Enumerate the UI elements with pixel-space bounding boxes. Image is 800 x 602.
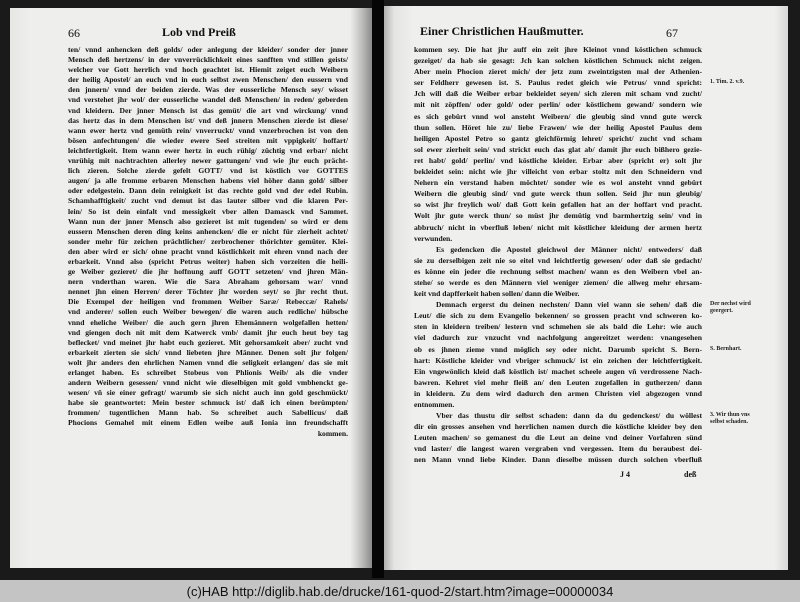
- text-line: erbarkeit. Vnnd also (spricht Petrus weiter) haben sich vorzeiten die heili-: [68, 256, 348, 266]
- text-line: gezeiget/ da hab sie gesagt: Jch kan solchen köstlichen Schmuck nicht zeigen.: [414, 56, 702, 66]
- text-line: so wist jhr freylich wol/ daß Gott kein gefallen hat an der hoffart vnd pracht.: [414, 200, 702, 210]
- text-line: bekleidet sein: nicht wie jhr villeicht von erbar stoltz mit den Schneidern vnd: [414, 167, 702, 177]
- text-line: bösen anfechtungen/ die wieder ewere Seel streiten mit vppigkeit/ hoffart/: [68, 135, 348, 145]
- text-line: augen/ ja alle fromme erbaren Menschen habens viel höher dann gold/ silber: [68, 176, 348, 186]
- text-line: oder edelgestein. Dann dein reinigkeit ist das rechte gold vnd der edel Rubin.: [68, 186, 348, 196]
- text-line: Mensch deß hertzens/ in der vnverrücklichkeit eines sanfften vnd stillen geists/: [68, 55, 348, 65]
- text-line: vnnd eheliche Weiber/ die auch gern jhren Ehemännern wolgefallen hetten/: [68, 317, 348, 327]
- text-line: vnd verstehet jhr wol/ der eusserliche wandel deß Menschen/ in reden/ geberden: [68, 95, 348, 105]
- page-number-right: 67: [666, 26, 678, 40]
- text-line: hart: Köstliche kleider vnd vbriger schmuck/ ist ein zeichen der leichtfertigkeit.: [414, 355, 702, 365]
- text-line: sie zu derselbigen zeit nie so eitel vnd leichtfertig gewesen/ oder daß sie gedacht/: [414, 255, 702, 265]
- text-line: heiligen Apostel Petro so gantz gleichförmig lehret/ spricht/ zucht vnd scham: [414, 133, 702, 143]
- text-line: erbarkeit zierten sie sich/ vnnd liebeten jhre Männer. Denen solt jhr folgen/: [68, 347, 348, 357]
- text-line: wann ewer hertz vnd gemüth rein/ vnverruckt/ vnnd vnzerbrochen ist von den: [68, 125, 348, 135]
- running-head-left: Lob vnd Preiß: [162, 25, 236, 39]
- text-line: thun sollen. Höret hie zu/ liebe Frawen/ wie der heilig Apostel Paulus dem: [414, 122, 702, 132]
- text-line: ob es jhnen zieme vnnd möglich sey oder nicht. Darumb spricht S. Bern-: [414, 344, 702, 354]
- catchword: deß: [684, 470, 697, 479]
- text-line: verwunden.: [414, 233, 453, 243]
- book-gutter: [372, 0, 384, 578]
- text-line: das hertz das in dem Menschen ist/ vnd deß jnnern Menschen zierde ist diese/: [68, 115, 348, 125]
- signature-mark: J 4: [620, 470, 630, 479]
- margin-note: S. Bernhart.: [710, 345, 742, 352]
- text-line: nen Mann vnnd liebe Kinder. Dann dieselbe müssen durch solchen vberfluß: [414, 455, 702, 465]
- text-line: entnommen.: [414, 400, 455, 409]
- text-line: Demnach ergerst du deinen nechsten/ Dann viel wann sie sehen/ daß die: [436, 300, 702, 310]
- text-line: kommen sey. Die hat jhr auff ein zeit jhre Kleinot vnnd köstlichen schmuck: [414, 45, 702, 54]
- text-line: sten in kleidern treiben/ lestern vnd schmehen sie als bald die Lehr: wie auch: [414, 322, 702, 332]
- text-line: Nehern ein verstand haben möchtet/ sonder wie es wol ansteht vnnd gebürt: [414, 178, 702, 188]
- text-line: Leut/ die sich zu dem Evangelio bekennen/ so grossen pracht vnd schweren ko-: [414, 311, 702, 321]
- text-line: Weibern die gleubig sind/ vnd gute werck thun sollen. Seid jhr nun gleubig/: [414, 189, 702, 199]
- text-line: Jch will daß die Weiber erbar bekleidet seyen/ sich zieren mit scham vnd zucht/: [414, 89, 702, 99]
- margin-note: 3. Wir thun vns selbst schaden.: [710, 412, 750, 425]
- text-line: erlanget haben. Es schreibet Stobeus von Phlionis Weib/ als die vnder: [68, 368, 348, 377]
- text-line: sol ewer zierheit sein/ vnd strickt euch das glat ab/ damit jhr euch bißhero gezie-: [414, 144, 702, 154]
- page-number-left: 66: [68, 26, 80, 40]
- text-line: mit nit zöpffen/ oder gold/ oder perlin/ oder köstlichem gewand/ sondern wie: [414, 100, 702, 110]
- text-line: Wolt jhr gute werck thun/ so müst jhr demütig vnd barmhertzig sein/ vnd in: [414, 211, 702, 221]
- text-line: nennet jhn einen Herren/ derer Töchter jhr worden seyt/ so jhr recht thut.: [68, 287, 348, 297]
- right-book-page: [384, 6, 788, 570]
- text-line: ret habt/ gold/ perlin/ vnd köstliche kleider. Erbar aber (spricht er) solt jhr: [414, 155, 702, 165]
- text-line: vnd laster/ die langest waren vergraben vnd vergessen. Item du beraubest dei-: [414, 444, 702, 454]
- text-line: Schamhafftigkeit/ zucht vnd demut ist das lauter silber vnd die klaren Per-: [68, 196, 348, 206]
- text-line: viel dadurch zur vnzucht vnd nachfolgung angereitzet werden: vnangesehen: [414, 333, 702, 343]
- text-line: ser Feldherr gewesen ist. S. Paulus redet gleich wie Petrus/ vnnd spricht:: [414, 78, 702, 88]
- text-line: frommen/ tugentlichen Mann hab. So schreibet auch Sabellicus/ daß: [68, 408, 348, 418]
- running-head-right: Einer Christlichen Haußmutter.: [420, 24, 584, 38]
- text-line: es könne ein jeder die rechnung selbst machen/ wann es den Weibern vbel an-: [414, 266, 702, 276]
- right-page-text: [414, 44, 702, 466]
- left-page-text: [68, 45, 348, 439]
- left-book-page: [10, 8, 372, 568]
- text-line: Vber das thustu dir selbst schaden: dann da du gedenckest/ du wöllest: [436, 411, 702, 421]
- text-line: dir ein grosses ansehen vnd herrlichen namen durch die köstliche kleider bey den: [414, 422, 702, 432]
- text-line: Aber mein Phocion zieret mich/ der jetz zum zweintzigsten mal der Athenien-: [414, 67, 702, 77]
- text-line: lein/ So ist dein einfalt vnd messigkeit vber allen Damasck vnd Sammet.: [68, 206, 348, 216]
- text-line: ge Weiber gezieret/ die jhr hoffnung auff GOTT setzeten/ vnd jhren Män-: [68, 267, 348, 277]
- text-line: Ein vngewönlich kleid daß köstlich ist/ machet scheele augen vñ verdrossene Nach-: [414, 366, 702, 376]
- text-line: wesen/ vñ sie einer gefragt/ warumb sie sich nicht auch inn gold geschmückt/: [68, 388, 348, 398]
- text-line: keit vnd dapfferkeit haben sollen/ dann die Weiber.: [414, 289, 580, 299]
- text-line: abbruch/ nicht in vberfluß leben/ nicht mit köstlicher kleidung der armen hertz: [414, 222, 702, 232]
- text-line: habe sie geantwortet: Mein bester schmuck ist/ daß ich einen berümpten/: [68, 398, 348, 408]
- text-line: den jnnern/ vnnd der beiden zierde. Was der eusserliche Mensch sey/ wisset: [68, 85, 348, 95]
- text-line: stehe/ so werde es den Männern viel weniger ziemen/ die allweg mehr ehrsam-: [414, 277, 702, 287]
- text-line: lich zieren. Solche zierde gefelt GOTT/ vnd ist köstlich vor GOTTES: [68, 166, 348, 176]
- text-line: welcher vor Gott herrlich vnd hoch geachtet ist. Hiemit zeiget euch Weibern: [68, 65, 348, 75]
- text-line: andern Weibern gesessen/ vnnd nicht wie dieselbigen mit gold vmbhenckt ge-: [68, 378, 348, 388]
- text-line: den aber wird er sich/ ohne pracht vnnd köstlichkeit mit ehren vnnd nach der: [68, 246, 348, 256]
- text-line: bawren. Kehret viel mehr fleiß an/ den Leuten zugefallen in gutherzen/ dann: [414, 377, 702, 387]
- text-line: leichtfertigkeit. Item wann ewer hertz in euch rühig/ züchtig vnd erbar/ nicht: [68, 145, 348, 155]
- text-line: ten/ vnnd anhencken deß golds/ oder anlegung der kleider/ sonder der jnner: [68, 45, 348, 54]
- text-line: Phocions Gemahel mit einem Edlen weibe auß Ionia inn freundschafft: [68, 418, 348, 428]
- text-line: beflecket/ vnd meinet jhr habt euch gezieret. Mit gehorsamkeit aber/ zucht vnd: [68, 337, 348, 347]
- margin-note: Der nechst wird geergert.: [710, 301, 751, 314]
- text-line: wolt jhr anders den ehrlichen Namen vnnd die seligkeit erlangen/ das sie mit: [68, 357, 348, 367]
- text-line: kommen.: [317, 428, 348, 438]
- text-line: eussern Menschen deren ding keins anhencken/ die er nicht für zierheit achtet/: [68, 226, 348, 236]
- margin-note: 1. Tim. 2. v.9.: [710, 79, 745, 86]
- text-line: sonder mehr für zeichen prächtlicher/ zerbrochener thörichter gemüter. Klei-: [68, 236, 348, 246]
- text-line: vnd giengen doch nit mit dem Katwerck vmb/ damit jhr euch heut bey tag: [68, 327, 348, 337]
- text-line: Die Exempel der heiligen vnd frommen Weiber Saræ/ Rebeccæ/ Rahels/: [68, 297, 348, 307]
- text-line: der heilig Apostel/ an euch vnd in euch selbst zwen Menschen/ den eussern vnd: [68, 75, 348, 85]
- text-line: vnrühig mit nachtrachten allerley newer gattungen/ vnd wie jhr euch prächt-: [68, 156, 348, 166]
- text-line: in kleidern. Zu dem wird dadurch den armen Christen viel abgezogen vnnd: [414, 388, 702, 398]
- text-line: nern vnderthan waren. Wie die Sara Abraham gehorsam war/ vnnd: [68, 277, 348, 287]
- text-line: vnd anderer/ sollen euch Weiber bewegen/ die waren auch redliche/ hübsche: [68, 307, 348, 317]
- text-line: Leuten machen/ so gemanest du die Leut an deine vnd deiner Vorfahren sünd: [414, 433, 702, 443]
- text-line: Es gedencken die Apostel gleichwol der Männer nicht/ entweders/ daß: [436, 244, 702, 254]
- text-line: es sich gebürt vnnd wol ansteht Weibern/ die gleubig sind vnnd gute werck: [414, 111, 702, 121]
- text-line: Wann nun der jnner Mensch also gezieret ist mit tugenden/ so wird er dem: [68, 216, 348, 226]
- copyright-footer: (c)HAB http://diglib.hab.de/drucke/161-quod-2/start.htm?image=00000034: [0, 580, 800, 602]
- text-line: vnd kleidern. Der jnner Mensch ist das gemüt/ die art vnd wirckung/ vnnd: [68, 105, 348, 115]
